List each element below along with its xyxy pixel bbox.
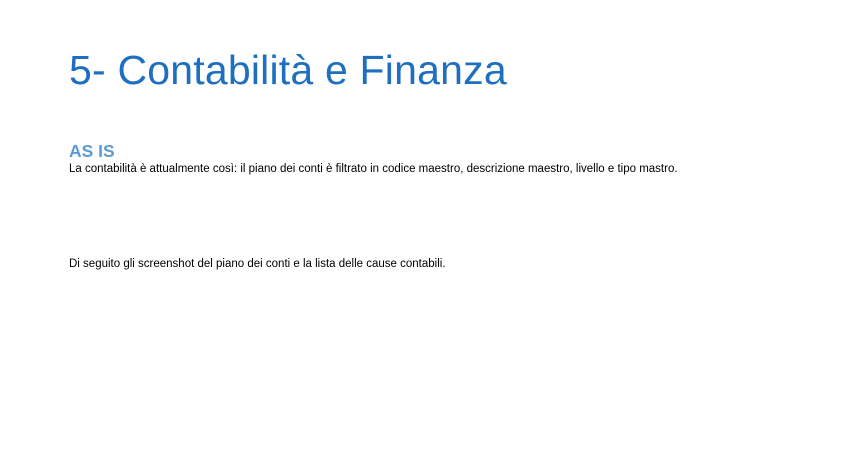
section-heading-as-is: AS IS bbox=[69, 141, 115, 161]
paragraph-screenshots-intro: Di seguito gli screenshot del piano dei conti e la lista delle cause contabili. bbox=[69, 258, 446, 270]
paragraph-accounting-description: La contabilità è attualmente così: il piano dei conti è filtrato in codice maestro, descrizione maestro, livello e tipo mastro. bbox=[69, 163, 678, 175]
page-title: 5- Contabilità e Finanza bbox=[69, 47, 507, 93]
